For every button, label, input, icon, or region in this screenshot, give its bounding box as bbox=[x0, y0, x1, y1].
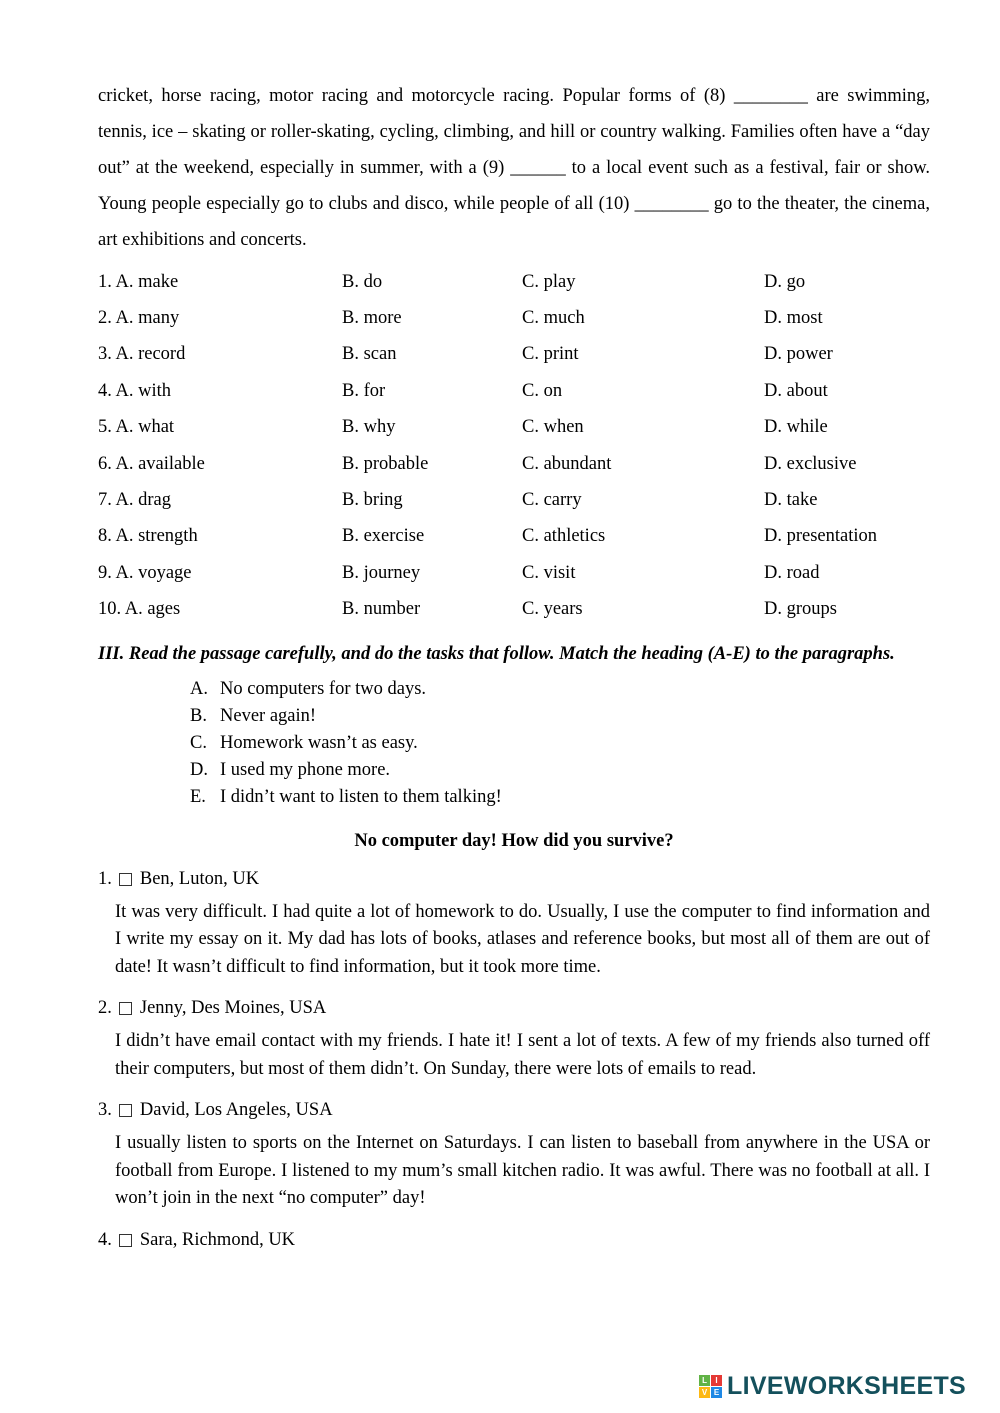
section-3-heading: III. Read the passage carefully, and do the tasks that follow. Match the heading (A-E) to the paragraphs. bbox=[98, 643, 895, 664]
mc-10-option-b[interactable]: B. number bbox=[342, 599, 421, 620]
mc-8-option-b[interactable]: B. exercise bbox=[342, 526, 425, 547]
entry-4-header bbox=[98, 1230, 930, 1251]
mc-7-option-a[interactable]: 7. A. drag bbox=[98, 490, 171, 511]
intro-paragraph: cricket, horse racing, motor racing and motorcycle racing. Popular forms of (8) ________ are swimming, tennis, ice – skating or roller-skating, cycling, climbing, and hill or country walking. Families often have a “day out” at the weekend, especially in summer, with a (9) ______ to a local event such as a festival, fair or show. Young people especially go to clubs and disco, while people of all (10) ________ go to the theater, the cinema, art exhibitions and concerts. bbox=[98, 86, 930, 250]
entry-number: 3. bbox=[98, 1100, 112, 1121]
mc-10-option-c[interactable]: C. years bbox=[522, 599, 583, 620]
mc-row-1 bbox=[98, 264, 930, 300]
entry-2-paragraph: I didn’t have email contact with my friends. I hate it! I sent a lot of texts. A few of my friends also turned off their computers, but most of them didn’t. On Sunday, there were lots of emails to read. bbox=[115, 1031, 930, 1079]
mc-4-option-b[interactable]: B. for bbox=[342, 380, 386, 401]
mc-3-option-d[interactable]: D. power bbox=[764, 344, 833, 365]
entry-name: David, Los Angeles, USA bbox=[139, 1100, 333, 1121]
passage-title: No computer day! How did you survive? bbox=[354, 830, 674, 851]
entry-1-paragraph: It was very difficult. I had quite a lot of homework to do. Usually, I use the computer to find information and I write my essay on it. My dad has lots of books, atlases and reference books, but most all of them are out of date! It wasn’t difficult to find information, but it took more time. bbox=[115, 901, 930, 977]
logo-cell-i: I bbox=[711, 1375, 722, 1386]
mc-1-option-d[interactable]: D. go bbox=[764, 271, 806, 292]
heading-letter: A. bbox=[190, 678, 208, 699]
mc-row-7 bbox=[98, 482, 930, 518]
brand-name[interactable]: LIVEWORKSHEETS bbox=[727, 1372, 966, 1400]
heading-option-a[interactable] bbox=[190, 676, 930, 703]
mc-4-option-d[interactable]: D. about bbox=[764, 380, 828, 401]
heading-letter: D. bbox=[190, 759, 208, 780]
entry-number: 1. bbox=[98, 868, 112, 889]
entry-2-header bbox=[98, 998, 930, 1019]
mc-6-option-c[interactable]: C. abundant bbox=[522, 453, 612, 474]
mc-1-option-b[interactable]: B. do bbox=[342, 271, 383, 292]
mc-3-option-b[interactable]: B. scan bbox=[342, 344, 397, 365]
mc-2-option-a[interactable]: 2. A. many bbox=[98, 308, 180, 329]
heading-text: I didn’t want to listen to them talking! bbox=[220, 786, 502, 807]
heading-option-d[interactable] bbox=[190, 757, 930, 784]
mc-7-option-d[interactable]: D. take bbox=[764, 490, 818, 511]
mc-row-8 bbox=[98, 519, 930, 555]
answer-box-1[interactable] bbox=[119, 873, 132, 886]
heading-option-c[interactable] bbox=[190, 730, 930, 757]
entry-name: Ben, Luton, UK bbox=[139, 868, 260, 889]
heading-letter: B. bbox=[190, 705, 207, 726]
entry-1-header bbox=[98, 869, 930, 890]
answer-box-4[interactable] bbox=[119, 1234, 132, 1247]
mc-3-option-a[interactable]: 3. A. record bbox=[98, 344, 186, 365]
heading-option-b[interactable] bbox=[190, 703, 930, 730]
entry-number: 2. bbox=[98, 998, 112, 1019]
multiple-choice-table bbox=[98, 264, 930, 628]
mc-row-2 bbox=[98, 300, 930, 336]
answer-box-2[interactable] bbox=[119, 1002, 132, 1015]
mc-8-option-a[interactable]: 8. A. strength bbox=[98, 526, 198, 547]
mc-5-option-d[interactable]: D. while bbox=[764, 417, 828, 438]
heading-text: Never again! bbox=[220, 705, 317, 726]
mc-row-6 bbox=[98, 446, 930, 482]
liveworksheets-logo-icon bbox=[699, 1375, 722, 1398]
heading-text: I used my phone more. bbox=[220, 759, 391, 780]
mc-7-option-c[interactable]: C. carry bbox=[522, 490, 582, 511]
mc-6-option-d[interactable]: D. exclusive bbox=[764, 453, 857, 474]
mc-4-option-a[interactable]: 4. A. with bbox=[98, 380, 171, 401]
mc-9-option-d[interactable]: D. road bbox=[764, 562, 820, 583]
mc-2-option-b[interactable]: B. more bbox=[342, 308, 402, 329]
logo-cell-e: E bbox=[711, 1387, 722, 1398]
mc-9-option-b[interactable]: B. journey bbox=[342, 562, 421, 583]
entry-3-header bbox=[98, 1100, 930, 1121]
mc-row-9 bbox=[98, 555, 930, 591]
mc-1-option-a[interactable]: 1. A. make bbox=[98, 271, 179, 292]
mc-5-option-b[interactable]: B. why bbox=[342, 417, 396, 438]
mc-row-5 bbox=[98, 410, 930, 446]
mc-row-10 bbox=[98, 592, 930, 628]
mc-3-option-c[interactable]: C. print bbox=[522, 344, 579, 365]
footer bbox=[699, 1372, 966, 1401]
mc-10-option-d[interactable]: D. groups bbox=[764, 599, 837, 620]
mc-10-option-a[interactable]: 10. A. ages bbox=[98, 599, 181, 620]
mc-6-option-b[interactable]: B. probable bbox=[342, 453, 429, 474]
heading-text: No computers for two days. bbox=[220, 678, 427, 699]
mc-8-option-d[interactable]: D. presentation bbox=[764, 526, 878, 547]
mc-9-option-c[interactable]: C. visit bbox=[522, 562, 576, 583]
mc-5-option-c[interactable]: C. when bbox=[522, 417, 584, 438]
logo-cell-v: V bbox=[699, 1387, 710, 1398]
headings-list bbox=[190, 676, 930, 811]
mc-2-option-c[interactable]: C. much bbox=[522, 308, 585, 329]
mc-row-3 bbox=[98, 337, 930, 373]
heading-letter: E. bbox=[190, 786, 206, 807]
mc-2-option-d[interactable]: D. most bbox=[764, 308, 823, 329]
mc-4-option-c[interactable]: C. on bbox=[522, 380, 563, 401]
heading-text: Homework wasn’t as easy. bbox=[220, 732, 418, 753]
mc-row-4 bbox=[98, 373, 930, 409]
mc-8-option-c[interactable]: C. athletics bbox=[522, 526, 606, 547]
entry-number: 4. bbox=[98, 1229, 112, 1250]
mc-5-option-a[interactable]: 5. A. what bbox=[98, 417, 175, 438]
entry-name: Jenny, Des Moines, USA bbox=[139, 998, 327, 1019]
entry-name: Sara, Richmond, UK bbox=[139, 1229, 296, 1250]
entry-3-paragraph: I usually listen to sports on the Internet on Saturdays. I can listen to baseball from anywhere in the USA or football from Europe. I listened to my mum’s small kitchen radio. It was awful. There was no football at all. I won’t join in the next “no computer” day! bbox=[115, 1133, 930, 1209]
heading-option-e[interactable] bbox=[190, 784, 930, 811]
mc-1-option-c[interactable]: C. play bbox=[522, 271, 576, 292]
mc-7-option-b[interactable]: B. bring bbox=[342, 490, 403, 511]
heading-letter: C. bbox=[190, 732, 207, 753]
answer-box-3[interactable] bbox=[119, 1104, 132, 1117]
logo-cell-l: L bbox=[699, 1375, 710, 1386]
mc-6-option-a[interactable]: 6. A. available bbox=[98, 453, 205, 474]
mc-9-option-a[interactable]: 9. A. voyage bbox=[98, 562, 192, 583]
